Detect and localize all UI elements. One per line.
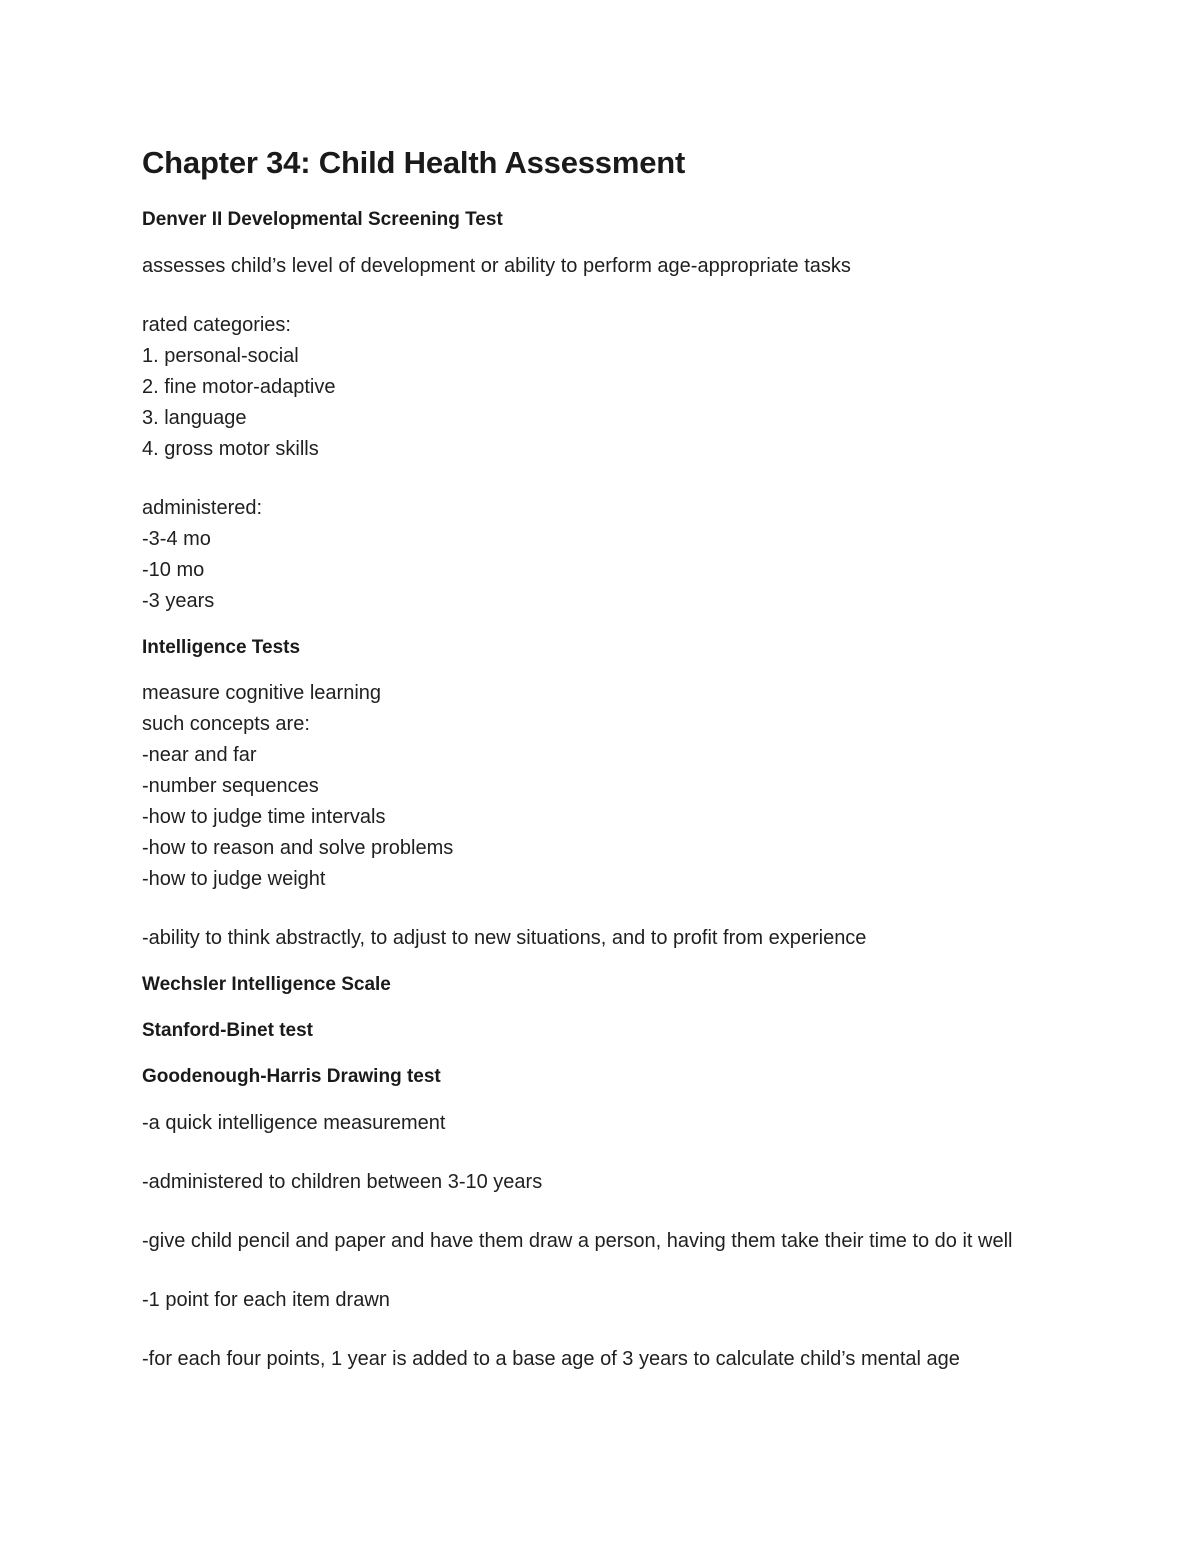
wechsler-heading: Wechsler Intelligence Scale [142,974,391,995]
intelligence-heading: Intelligence Tests [142,637,301,658]
intelligence-line: -near and far [142,744,257,766]
ability-line: -ability to think abstractly, to adjust to new situations, and to profit from experience [142,927,867,949]
goodenough-point: -for each four points, 1 year is added to a base age of 3 years to calculate child’s mental age [142,1348,960,1370]
goodenough-point: -give child pencil and paper and have them draw a person, having them take their time to do it well [142,1230,1013,1252]
goodenough-heading: Goodenough-Harris Drawing test [142,1066,441,1087]
category-item: 1. personal-social [142,345,299,367]
page-title: Chapter 34: Child Health Assessment [142,145,686,180]
administered-label: administered: [142,497,263,519]
intelligence-line: -how to judge time intervals [142,806,386,828]
intelligence-line: such concepts are: [142,713,310,735]
stanford-heading: Stanford-Binet test [142,1020,313,1041]
document-content [142,142,1062,1375]
goodenough-point: -1 point for each item drawn [142,1289,390,1311]
goodenough-point: -administered to children between 3-10 years [142,1171,543,1193]
intelligence-line: -how to reason and solve problems [142,837,454,859]
intelligence-line: measure cognitive learning [142,682,382,704]
administered-item: -10 mo [142,559,205,581]
intelligence-line: -number sequences [142,775,319,797]
category-item: 4. gross motor skills [142,438,319,460]
category-item: 2. fine motor-adaptive [142,376,336,398]
goodenough-point: -a quick intelligence measurement [142,1112,446,1134]
administered-item: -3 years [142,590,215,612]
denver-description: assesses child’s level of development or ability to perform age-appropriate tasks [142,255,851,277]
administered-item: -3-4 mo [142,528,211,550]
category-item: 3. language [142,407,247,429]
intelligence-line: -how to judge weight [142,868,326,890]
categories-label: rated categories: [142,314,291,336]
denver-heading: Denver II Developmental Screening Test [142,209,503,230]
